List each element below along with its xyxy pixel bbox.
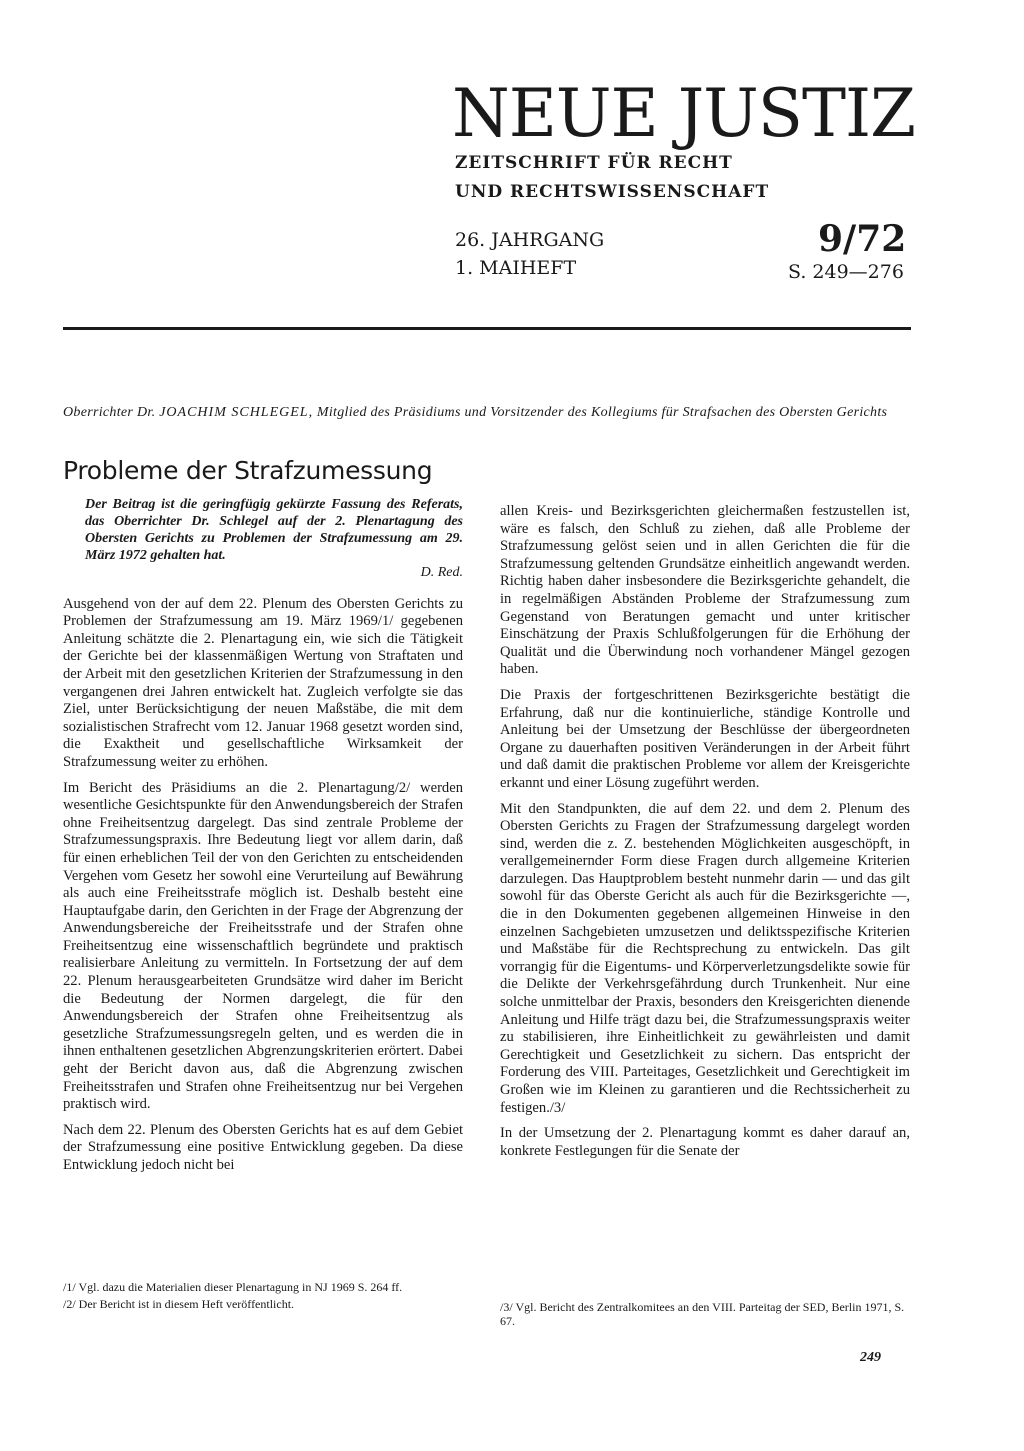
- footnotes-right: [500, 1300, 910, 1331]
- body-paragraph: Die Praxis der fortgeschrittenen Bezirksgerichte bestätigt die Erfahrung, daß nur die kontinuierliche, ständige Kontrolle und Anleitung bei der Umsetzung der Beschlüsse der übergeordneten Organe zu dauerhaften positiven Veränderungen in der Arbeit führt und daß damit die praktischen Probleme vor allem der Kreisgerichte erkannt und einer Lösung zugeführt werden.: [500, 686, 910, 791]
- article-column-right: [500, 503, 910, 1168]
- body-paragraph: Nach dem 22. Plenum des Obersten Gerichts hat es auf dem Gebiet der Strafzumessung eine positive Entwicklung gegeben. Da diese Entwicklung jedoch nicht bei: [63, 1121, 463, 1173]
- journal-subtitle-line2: UND RECHTSWISSENSCHAFT: [455, 182, 770, 202]
- article-lead: Der Beitrag ist die geringfügig gekürzte Fassung des Referats, das Oberrichter Dr. Schlegel auf der 2. Plenartagung des Obersten Gerichts zu Problemen der Strafzumessung am 29. März 1972 gehalten hat.: [85, 497, 463, 563]
- footnote: /3/ Vgl. Bericht des Zentralkomitees an den VIII. Parteitag der SED, Berlin 1971, S. 67.: [500, 1300, 905, 1328]
- journal-subtitle-line1: ZEITSCHRIFT FÜR RECHT: [455, 153, 733, 173]
- body-paragraph: In der Umsetzung der 2. Plenartagung kommt es daher darauf an, konkrete Festlegungen für die Senate der: [500, 1125, 910, 1159]
- author-name: JOACHIM SCHLEGEL,: [159, 405, 314, 420]
- issue-date: 1. MAIHEFT: [455, 257, 577, 279]
- footnotes-left: [63, 1280, 463, 1314]
- article-column-left: [63, 496, 463, 1183]
- masthead-divider: [63, 327, 911, 330]
- footnote: /1/ Vgl. dazu die Materialien dieser Plenartagung in NJ 1969 S. 264 ff.: [63, 1280, 403, 1294]
- body-paragraph: Mit den Standpunkten, die auf dem 22. und dem 2. Plenum des Obersten Gerichts zu Fragen der Strafzumessung dargelegt worden sind, werden die z. Z. bestehenden Möglichkeiten ausgeschöpft, in verallgemeinernder Form diese Fragen durch allgemeine Kriterien darzulegen. Das Hauptproblem besteht nunmehr darin — und das gilt sowohl für das Oberste Gericht als auch für die Bezirksgerichte —, die in den Dokumenten gegebenen allgemeinen Hinweise in den einzelnen Sachgebieten umzusetzen und deliktsspezifische Kriterien und Maßstäbe für die Rechtsprechung zu entwickeln. Das gilt vorrangig für die Eigentums- und Körperverletzungsdelikte sowie für die Delikte der Verkehrsgefährdung durch Trunkenheit. Nur eine solche unmittelbar der Praxis, besonders den Kreisgerichten dienende Anleitung und Hilfe trägt dazu bei, die Strafzumessungspraxis weiter zu stabilisieren, ihre Einheitlichkeit zu gewährleisten und damit Gerechtigkeit und Gesetzlichkeit zu sichern. Das entspricht der Forderung des VIII. Parteitages, Gesetzlichkeit und Gerechtigkeit im Großen wie im Kleinen zu garantieren und die Rechtssicherheit zu festigen./3/: [500, 800, 910, 1116]
- author-line: [63, 403, 913, 423]
- page-number: 249: [860, 1350, 881, 1365]
- journal-title: NEUE JUSTIZ: [452, 75, 915, 152]
- article-title: Probleme der Strafzumessung: [63, 456, 433, 485]
- author-role: Mitglied des Präsidiums und Vorsitzender des Kollegiums für Strafsachen des Obersten Gerichts: [316, 405, 888, 420]
- volume-label: 26. JAHRGANG: [455, 229, 605, 251]
- footnote: /2/ Der Bericht ist in diesem Heft veröffentlicht.: [63, 1297, 295, 1311]
- issue-number: 9/72: [818, 218, 907, 260]
- author-prefix: Oberrichter Dr.: [63, 405, 156, 420]
- body-paragraph: Im Bericht des Präsidiums an die 2. Plenartagung/2/ werden wesentliche Gesichtspunkte für den Anwendungsbereich der Strafen ohne Freiheitsentzug dargelegt. Das sind zentrale Probleme der Strafzumessungspraxis. Ihre Bedeutung liegt vor allem darin, daß für einen erheblichen Teil der von den Gerichten zu entscheidenden Vergehen vom Gesetz her sowohl eine Verurteilung auf Bewährung als auch eine Freiheitsstrafe möglich ist. Deshalb besteht eine Hauptaufgabe darin, den Gerichten in der Frage der Abgrenzung der Anwendungsbereiche der Freiheitsstrafe und der Strafen ohne Freiheitsentzug eine wissenschaftlich begründete und praktisch realisierbare Anleitung zu vermitteln. In Fortsetzung der auf dem 22. Plenum herausgearbeiteten Grundsätze wird daher im Bericht die Bedeutung der Normen dargelegt, die für den Anwendungsbereich der Strafen ohne Freiheitsentzug als gesetzliche Strafzumessungsregeln gelten, und es werden die in ihnen enthaltenen gesetzlichen Abgrenzungskriterien erörtert. Dabei geht der Bericht davon aus, daß die Abgrenzung zwischen Freiheitsstrafen und Strafen ohne Freiheitsentzug nur bei Vergehen praktisch wird.: [63, 779, 463, 1113]
- body-paragraph: allen Kreis- und Bezirksgerichten gleichermaßen festzustellen ist, wäre es falsch, den Schluß zu ziehen, daß alle Probleme der Strafzumessung gelöst seien und in allen Gerichten die für die Strafzumessung geltenden Grundsätze einheitlich angewandt werden. Richtig haben daher insbesondere die Bezirksgerichte gehandelt, die in regelmäßigen Abständen Probleme der Strafzumessung zum Gegenstand von Beratungen gemacht und unter kritischer Einschätzung der Praxis Schlußfolgerungen für die Erhöhung der Qualität und die Überwindung noch vorhandener Mängel gezogen haben.: [500, 503, 910, 678]
- lead-signature: D. Red.: [420, 565, 463, 580]
- body-paragraph: Ausgehend von der auf dem 22. Plenum des Obersten Gerichts zu Problemen der Strafzumessung am 19. März 1969/1/ gegebenen Anleitung schätzte die 2. Plenartagung ein, wie sich die Tätigkeit der Gerichte bei der klassenmäßigen Wertung von Straftaten und der Arbeit mit den gesetzlichen Kriterien der Strafzumessung in den vergangenen drei Jahren entwickelt hat. Zugleich verfolgte sie das Ziel, unter Berücksichtigung der neuen Maßstäbe, die mit dem sozialistischen Strafrecht vom 12. Januar 1968 gesetzt worden sind, die Exaktheit und gesellschaftliche Wirksamkeit der Strafzumessung weiter zu erhöhen.: [63, 595, 463, 770]
- page-range: S. 249—276: [788, 261, 904, 283]
